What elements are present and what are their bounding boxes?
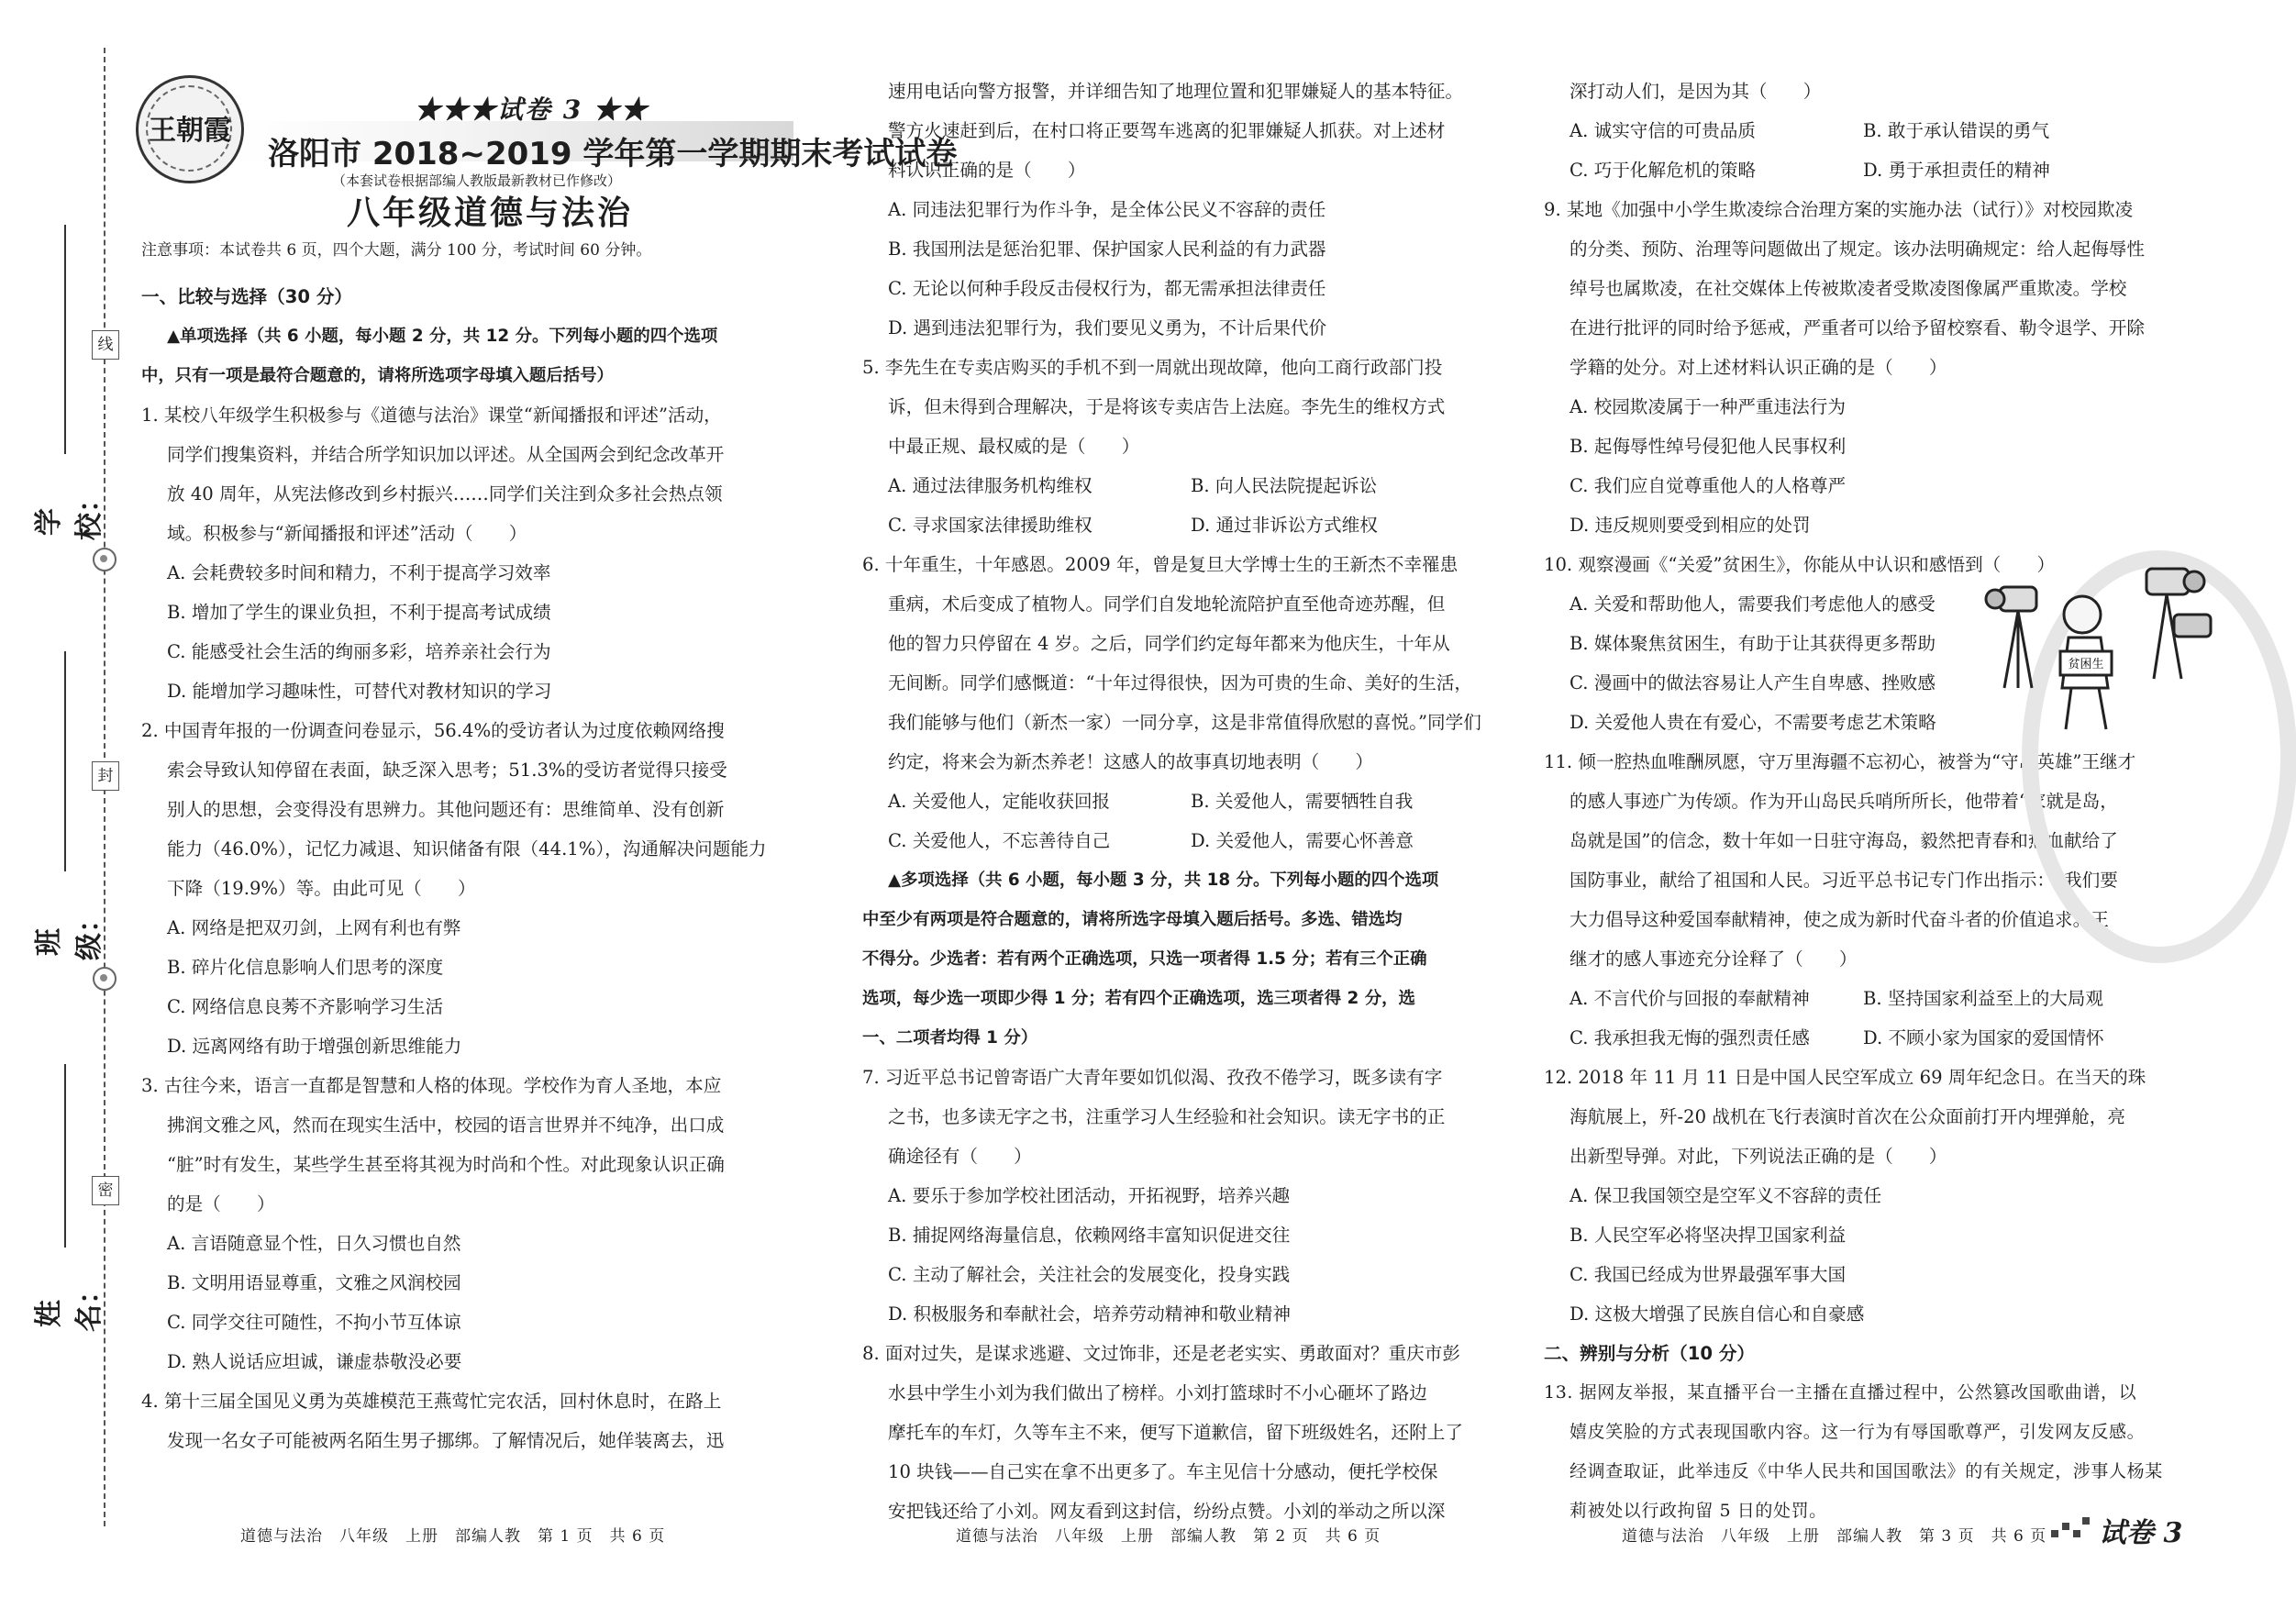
option-line: C. 无论以何种手段反击侵权行为，都无需承担法律责任 [888,278,1326,299]
option-text: A. 不言代价与回报的奉献精神 [1569,988,1810,1009]
option-text: B. 关爱他人，需要牺牲自我 [1191,791,1414,812]
option-line: D. 积极服务和奉献社会，培养劳动精神和敬业精神 [888,1303,1291,1325]
option-text: C. 寻求国家法律援助维权 [888,515,1093,536]
question-text: 绰号也属欺凌，在社交媒体上传被欺凌者受欺凌图像属严重欺凌。学校 [1569,278,2127,299]
question-line: 5. 李先生在专卖店购买的手机不到一周就出现故障，他向工商行政部门投 [862,357,1443,378]
option-line: B. 碎片化信息影响人们思考的深度 [167,957,444,978]
logo-text: 王朝霞 [149,115,231,147]
question-text: 深打动人们，是因为其（ ） [1569,81,1822,102]
cartoon-placard: 贫困生 [2068,658,2104,671]
option-text: C. 关爱他人，不忘善待自己 [888,830,1111,851]
question-line: 7. 习近平总书记曾寄语广大青年要如饥似渴、孜孜不倦学习，既多读有字 [862,1067,1443,1088]
option-line: A. 校园欺凌属于一种严重违法行为 [1569,396,1846,417]
question-text: 10 块钱——自己实在拿不出更多了。车主见信十分感动，便托学校保 [888,1461,1438,1482]
footer-page-1: 道德与法治 八年级 上册 部编人教 第 1 页 共 6 页 [240,1527,666,1546]
option-line: C. 我国已经成为世界最强军事大国 [1569,1264,1847,1285]
question-text: 速用电话向警方报警，并详细告知了地理位置和犯罪嫌疑人的基本特征。 [888,81,1463,102]
name-label: 姓名： [33,1277,105,1332]
paper-number: ★★★试卷 3 ★★ [415,94,649,125]
question-text: 诉，但未得到合理解决，于是将该专卖店告上法庭。李先生的维权方式 [888,396,1446,417]
question-text: “脏”时有发生，某些学生甚至将其视为时尚和个性。对此现象认识正确 [167,1154,725,1175]
question-text: 索会导致认知停留在表面，缺乏深入思考；51.3%的受访者觉得只接受 [167,760,727,781]
option-line: B. 文明用语显尊重，文雅之风润校园 [167,1272,461,1293]
question-text: 下降（19.9%）等。由此可见（ ） [167,878,476,899]
question-line: 8. 面对过失，是谋求逃避、文过饰非，还是老老实实、勇敢面对？重庆市彭 [862,1343,1460,1364]
instruction-line: 中至少有两项是符合题意的，请将所选字母填入题后括号。多选、错选均 [862,910,1403,929]
option-line: A. 网络是把双刃剑，上网有利也有弊 [167,917,461,938]
option-line: B. 起侮辱性绰号侵犯他人民事权利 [1569,436,1847,457]
cartoon-caring-poor-student [1963,550,2238,743]
option-line: A. 言语随意显个性，日久习惯也自然 [167,1233,461,1254]
section-heading: 一、比较与选择（30 分） [141,286,353,307]
option-pair [862,782,1523,821]
option-line: D. 违反规则要受到相应的处罚 [1569,515,1811,536]
option-line: B. 我国刑法是惩治犯罪、保护国家人民利益的有力武器 [888,238,1326,260]
question-text: 中最正规、最权威的是（ ） [888,436,1140,457]
option-line: D. 关爱他人贵在有爱心，不需要考虑艺术策略 [1569,712,1936,733]
section-heading: 二、辨别与分析（10 分） [1544,1343,1756,1364]
option-line: C. 漫画中的做法容易让人产生自卑感、挫败感 [1569,672,1936,693]
option-line: D. 熟人说话应坦诚，谦虚恭敬没必要 [167,1351,462,1372]
option-line: B. 媒体聚焦贫困生，有助于让其获得更多帮助 [1569,633,1936,654]
option-line: D. 这极大增强了民族自信心和自豪感 [1569,1303,1865,1325]
question-line: 10. 观察漫画《“关爱”贫困生》，你能从中认识和感悟到（ ） [1544,554,2056,575]
option-pair [862,821,1523,860]
option-line: C. 主动了解社会，关注社会的发展变化，投身实践 [888,1264,1291,1285]
question-text: 无间断。同学们感慨道：“十年过得很快，因为可贵的生命、美好的生活， [888,672,1473,693]
option-line: C. 我们应自觉尊重他人的人格尊严 [1569,475,1847,496]
footer-page-3: 道德与法治 八年级 上册 部编人教 第 3 页 共 6 页 [1622,1527,2047,1546]
option-line: A. 要乐于参加学校社团活动，开拓视野，培养兴趣 [888,1185,1291,1206]
subject-title: 八年级道德与法治 [347,194,634,232]
option-pair [862,466,1523,505]
question-text: 国防事业，献给了祖国和人民。习近平总书记专门作出指示：“我们要 [1569,870,2118,891]
option-pair [1544,1018,2213,1058]
question-text: 拂润文雅之风，然而在现实生活中，校园的语言世界并不纯净，出口成 [167,1115,725,1136]
question-text: 嬉皮笑脸的方式表现国歌内容。这一行为有辱国歌尊严，引发网友反感。 [1569,1422,2146,1442]
option-text: C. 巧于化解危机的策略 [1569,160,1757,181]
question-text: 在进行批评的同时给予惩戒，严重者可以给予留校察看、勒令退学、开除 [1569,317,2145,338]
instruction-line: ▲多项选择（共 6 小题，每小题 3 分，共 18 分。下列每小题的四个选项 [888,871,1439,890]
instruction-line: 一、二项者均得 1 分） [862,1028,1038,1048]
column-page-1 [141,277,802,1460]
class-field[interactable] [64,651,66,871]
question-text: 他的智力只停留在 4 岁。之后，同学们约定每年都来为他庆生，十年从 [888,633,1450,654]
option-line: A. 同违法犯罪行为作斗争，是全体公民义不容辞的责任 [888,199,1326,220]
question-text: 莉被处以行政拘留 5 日的处罚。 [1569,1501,1827,1521]
option-text: D. 通过非诉讼方式维权 [1191,515,1378,536]
option-text: B. 坚持国家利益至上的大局观 [1863,988,2103,1009]
question-text: 警方火速赶到后，在村口将正要驾车逃离的犯罪嫌疑人抓获。对上述材 [888,120,1446,141]
option-text: A. 诚实守信的可贵品质 [1569,120,1756,141]
question-line: 13. 据网友举报，某直播平台一主播在直播过程中，公然篡改国歌曲谱，以 [1544,1382,2137,1403]
question-text: 料认识正确的是（ ） [888,160,1086,181]
option-text: C. 我承担我无悔的强烈责任感 [1569,1027,1810,1048]
name-field[interactable] [64,1064,66,1248]
instruction-line: 不得分。少选者：若有两个正确选项，只选一项者得 1.5 分；若有三个正确 [862,949,1427,969]
question-text: 发现一名女子可能被两名陌生男子挪绑。了解情况后，她佯装离去，迅 [167,1430,725,1451]
question-text: 约定，将来会为新杰养老！这感人的故事真切地表明（ ） [888,751,1374,772]
instruction-line: ▲单项选择（共 6 小题，每小题 2 分，共 12 分。下列每小题的四个选项 [167,327,718,346]
exam-note: （本套试卷根据部编人教版最新教材已作修改） [332,172,622,189]
binding-hole [93,967,116,991]
option-line: B. 捕捉网络海量信息，依赖网络丰富知识促进交往 [888,1225,1291,1246]
question-text: 的分类、预防、治理等问题做出了规定。该办法明确规定：给人起侮辱性 [1569,238,2145,260]
brand-logo [136,75,244,183]
column-page-2 [862,72,1523,1531]
instruction-line: 选项，每少选一项即少得 1 分；若有四个正确选项，选三项者得 2 分，选 [862,989,1415,1008]
binding-word-line: 线 [92,330,119,360]
exam-notice: 注意事项：本试卷共 6 页，四个大题，满分 100 分，考试时间 60 分钟。 [141,241,652,260]
option-text: A. 通过法律服务机构维权 [888,475,1093,496]
question-line: 2. 中国青年报的一份调查问卷显示，56.4%的受访者认为过度依赖网络搜 [141,720,725,741]
exam-title: 洛阳市 2018~2019 学年第一学期期末考试试卷 [268,136,958,172]
option-line: C. 同学交往可随性，不拘小节互体谅 [167,1312,461,1333]
option-pair [862,505,1523,545]
question-text: 水县中学生小刘为我们做出了榜样。小刘打篮球时不小心砸坏了路边 [888,1382,1427,1403]
question-text: 确途径有（ ） [888,1146,1032,1167]
option-pair [1544,979,2213,1018]
option-pair [1544,111,2213,150]
question-text: 大力倡导这种爱国奉献精神，使之成为新时代奋斗者的价值追求。”王 [1569,909,2110,930]
question-text: 域。积极参与“新闻播报和评述”活动（ ） [167,523,527,544]
corner-decoration [2051,1514,2091,1541]
question-text: 海航展上，歼-20 战机在飞行表演时首次在公众面前打开内埋弹舱，亮 [1569,1106,2125,1127]
option-line: A. 会耗费较多时间和精力，不利于提高学习效率 [167,562,551,583]
option-text: B. 敢于承认错误的勇气 [1863,120,2050,141]
option-text: D. 不顾小家为国家的爱国情怀 [1863,1027,2104,1048]
question-line: 11. 倾一腔热血唯酬夙愿，守万里海疆不忘初心，被誉为“守岛英雄”王继才 [1544,751,2136,772]
question-text: 的感人事迹广为传颂。作为开山岛民兵哨所所长，他带着“家就是岛， [1569,791,2118,812]
question-text: 学籍的处分。对上述材料认识正确的是（ ） [1569,357,1947,378]
question-text: 放 40 周年，从宪法修改到乡村振兴……同学们关注到众多社会热点领 [167,483,723,505]
option-pair [1544,150,2213,190]
question-text: 岛就是国”的信念，数十年如一日驻守海岛，毅然把青春和热血献给了 [1569,830,2118,851]
question-text: 别人的思想，会变得没有思辨力。其他问题还有：思维简单、没有创新 [167,799,725,820]
question-text: 安把钱还给了小刘。网友看到这封信，纷纷点赞。小刘的举动之所以深 [888,1501,1446,1522]
instruction-line: 中，只有一项是最符合题意的，请将所选项字母填入题后括号） [141,366,614,385]
question-text: 继才的感人事迹充分诠释了（ ） [1569,948,1858,970]
question-text: 能力（46.0%），记忆力减退、知识储备有限（44.1%），沟通解决问题能力 [167,838,767,859]
question-text: 出新型导弹。对此，下列说法正确的是（ ） [1569,1146,1947,1167]
question-text: 重病，术后变成了植物人。同学们自发地轮流陪护直至他奇迹苏醒，但 [888,593,1446,615]
option-line: D. 遇到违法犯罪行为，我们要见义勇为，不计后果代价 [888,317,1327,338]
option-line: B. 人民空军必将坚决捍卫国家利益 [1569,1225,1847,1246]
option-line: D. 能增加学习趣味性，可替代对教材知识的学习 [167,681,552,702]
question-line: 4. 第十三届全国见义勇为英雄模范王燕莺忙完农活，回村休息时，在路上 [141,1391,722,1412]
binding-hole [93,548,116,571]
question-line: 6. 十年重生，十年感恩。2009 年，曾是复旦大学博士生的王新杰不幸罹患 [862,554,1459,575]
paper-tag: 试卷 3 [2099,1517,2183,1549]
option-line: C. 网络信息良莠不齐影响学习生活 [167,996,444,1017]
option-text: A. 关爱他人，定能收获回报 [888,791,1111,812]
option-line: A. 保卫我国领空是空军义不容辞的责任 [1569,1185,1882,1206]
option-line: C. 能感受社会生活的绚丽多彩，培养亲社会行为 [167,641,551,662]
option-line: A. 关爱和帮助他人，需要我们考虑他人的感受 [1569,593,1936,615]
question-text: 之书，也多读无字之书，注重学习人生经验和社会知识。读无字书的正 [888,1106,1446,1127]
binding-word-secret: 密 [92,1176,119,1205]
option-text: B. 向人民法院提起诉讼 [1191,475,1378,496]
question-line: 1. 某校八年级学生积极参与《道德与法治》课堂“新闻播报和评述”活动， [141,405,722,426]
option-text: D. 关爱他人，需要心怀善意 [1191,830,1414,851]
option-text: D. 勇于承担责任的精神 [1863,160,2050,181]
school-field[interactable] [64,225,66,454]
class-label: 班级： [33,905,105,960]
question-text: 的是（ ） [167,1193,275,1214]
question-text: 同学们搜集资料，并结合所学知识加以评述。从全国两会到纪念改革开 [167,444,725,465]
question-text: 摩托车的车灯，久等车主不来，便写下道歉信，留下班级姓名，还附上了 [888,1422,1463,1443]
binding-word-seal: 封 [92,761,119,791]
question-line: 3. 古往今来，语言一直都是智慧和人格的体现。学校作为育人圣地，本应 [141,1075,722,1096]
option-line: D. 远离网络有助于增强创新思维能力 [167,1036,462,1057]
question-text: 经调查取证，此举违反《中华人民共和国国歌法》的有关规定，涉事人杨某 [1569,1461,2163,1481]
footer-page-2: 道德与法治 八年级 上册 部编人教 第 2 页 共 6 页 [956,1527,1381,1546]
option-line: B. 增加了学生的课业负担，不利于提高考试成绩 [167,602,551,623]
question-line: 12. 2018 年 11 月 11 日是中国人民空军成立 69 周年纪念日。在当天的珠 [1544,1067,2146,1088]
school-label: 学校： [33,485,105,540]
question-text: 我们能够与他们（新杰一家）一同分享，这是非常值得欣慰的喜悦。”同学们 [888,712,1481,733]
question-line: 9. 某地《加强中小学生欺凌综合治理方案的实施办法（试行）》对校园欺凌 [1544,199,2134,220]
